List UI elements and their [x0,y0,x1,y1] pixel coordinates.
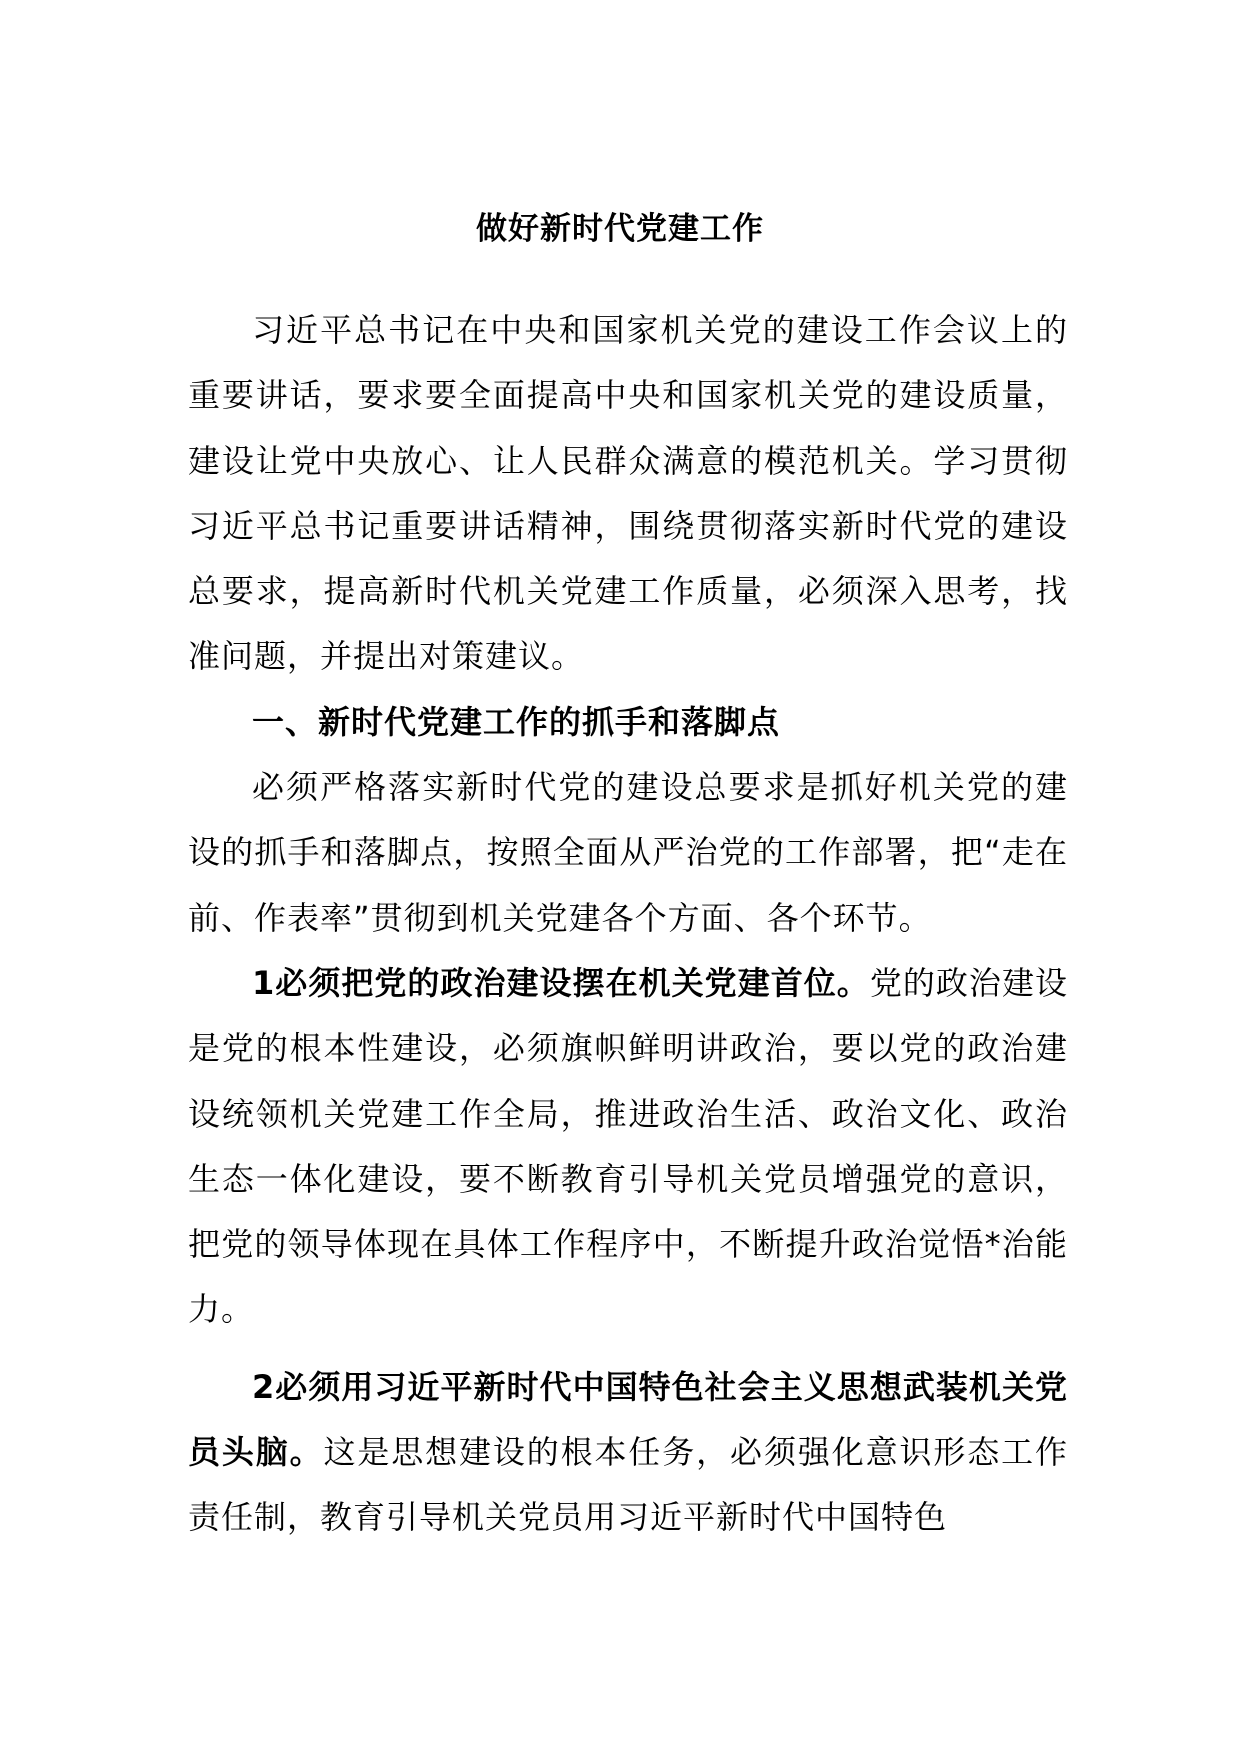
document-title: 做好新时代党建工作 [476,211,764,247]
intro-paragraph: 习近平总书记在中央和国家机关党的建设工作会议上的重要讲话，要求要全面提高中央和国家机关党的建设质量，建设让党中央放心、让人民群众满意的模范机关。学习贯彻习近平总书记重要讲话精神，围绕贯彻落实新时代党的建设总要求，提高新时代机关党建工作质量，必须深入思考，找准问题，并提出对策建议。 [188,311,1068,676]
document-body [188,298,1068,1551]
point-two-text: 这是思想建设的根本任务，必须强化意识形态工作责任制，教育引导机关党员用习近平新时代中国特色 [188,1433,1068,1537]
point-two-lead: 2必须用习近平新时代中国特色社会主义思想武装机关党员头脑。 [188,1367,1068,1472]
section-one-paragraph: 必须严格落实新时代党的建设总要求是抓好机关党的建设的抓手和落脚点，按照全面从严治党的工作部署，把“走在前、作表率”贯彻到机关党建各个方面、各个环节。 [188,768,1068,937]
point-one-paragraph [188,951,1068,1343]
point-one-text: 党的政治建设是党的根本性建设，必须旗帜鲜明讲政治，要以党的政治建设统领机关党建工作全局，推进政治生活、政治文化、政治生态一体化建设，要不断教育引导机关党员增强党的意识，把党的领导体现在具体工作程序中，不断提升政治觉悟*治能力。 [188,963,1068,1329]
section-one-heading: 一、新时代党建工作的抓手和落脚点 [252,702,781,741]
point-one-lead: 1必须把党的政治建设摆在机关党建首位。 [252,963,870,1002]
point-two-paragraph [188,1355,1068,1551]
